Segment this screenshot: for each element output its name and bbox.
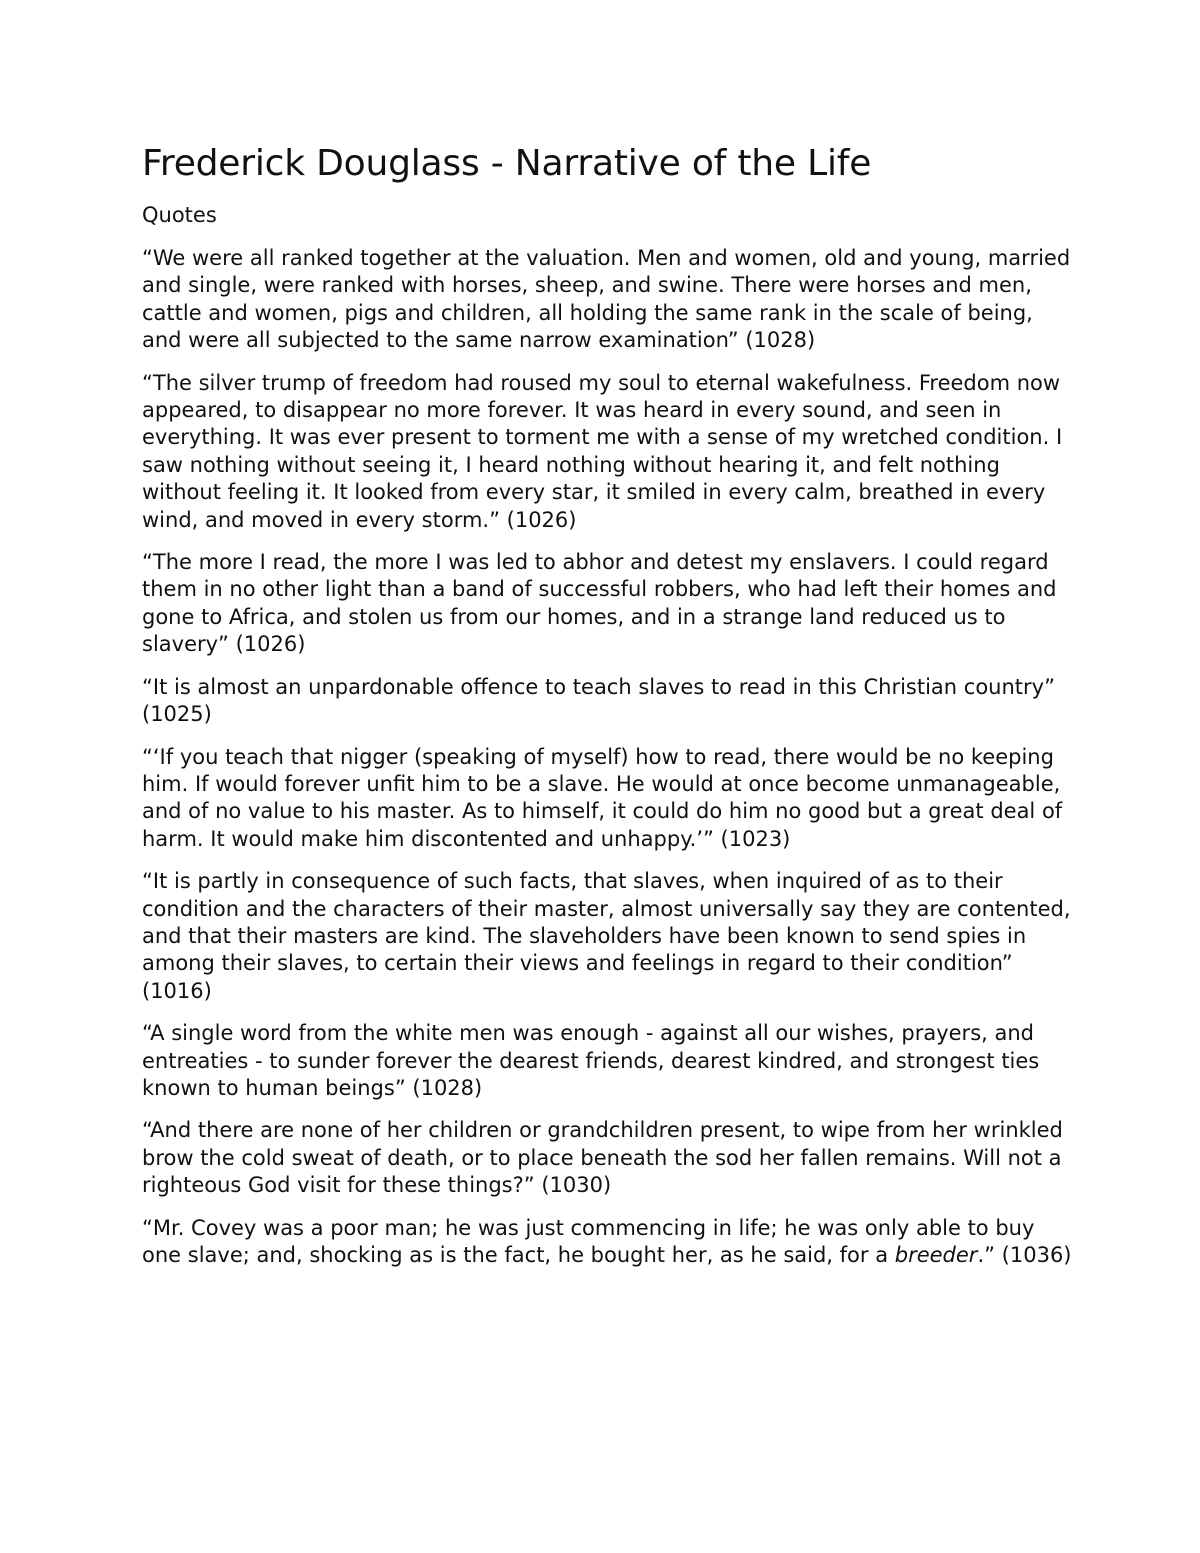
page-citation: (1028) (738, 328, 816, 353)
quote-text-end: .” (977, 1243, 995, 1267)
quote-text: “We were all ranked together at the valuation. Men and women, old and young, married and single, were ranked with horses, sheep, and swine. There were horses and men, cattle and women, pigs and children, all holding the same rank in the scale of being, and were all subjected to the same narrow examination” (142, 246, 1071, 353)
quote-text: “‘If you teach that nigger (speaking of myself) how to read, there would be no keeping him. If would forever unfit him to be a slave. He would at once become unmanageable, and of no value to his master. As to himself, it could do him no good but a great deal of harm. It would make him discontented and unhappy.’” (142, 744, 1063, 851)
quote-text: “Mr. Covey was a poor man; he was just commencing in life; he was only able to buy one slave; and, shocking as is the fact, he bought her, as he said, for a (142, 1215, 1035, 1267)
quote-text: “The silver trump of freedom had roused my soul to eternal wakefulness. Freedom now appeared, to disappear no more forever. It was heard in every sound, and seen in everything. It was ever present to torment me with a sense of my wretched condition. I saw nothing without seeing it, I heard nothing without hearing it, and felt nothing without feeling it. It looked from every star, it smiled in every calm, breathed in every wind, and moved in every storm.” (142, 370, 1063, 532)
quote-text: “And there are none of her children or grandchildren present, to wipe from her wrinkled brow the cold sweat of death, or to place beneath the sod her fallen remains. Will not a righteous God visit for these things?” (142, 1118, 1063, 1198)
page-citation: (1026) (228, 632, 306, 657)
section-heading-quotes: Quotes (142, 203, 217, 227)
quote-paragraph (142, 245, 1072, 355)
quote-paragraph (142, 868, 1072, 1005)
page-citation: (1025) (142, 702, 212, 727)
page-citation: (1030) (534, 1173, 612, 1198)
page-citation: (1036) (995, 1243, 1072, 1267)
quote-text: “A single word from the white men was enough - against all our wishes, prayers, and entreaties - to sunder forever the dearest friends, dearest kindred, and strongest ties known to human beings” (142, 1021, 1040, 1100)
quote-paragraph (142, 549, 1072, 659)
page-citation: (1026) (499, 507, 577, 532)
quote-text: “It is almost an unpardonable offence to teach slaves to read in this Christian country” (142, 674, 1055, 699)
page-citation: (1028) (405, 1075, 483, 1100)
document-page (142, 142, 1072, 1284)
document-title: Frederick Douglass - Narrative of the Life (142, 143, 872, 184)
page-citation: (1016) (142, 978, 212, 1003)
quote-paragraph (142, 1215, 1072, 1270)
quote-text: “It is partly in consequence of such facts, that slaves, when inquired of as to their condition and the characters of their master, almost universally say they are contented, and that their masters are kind. The slaveholders have been known to send spies in among their slaves, to certain their views and feelings in regard to their condition” (142, 869, 1071, 976)
quote-paragraph (142, 1020, 1072, 1102)
quote-paragraph (142, 674, 1072, 729)
quote-paragraph (142, 370, 1072, 534)
page-citation: (1023) (713, 826, 791, 851)
quote-text: “The more I read, the more I was led to abhor and detest my enslavers. I could regard them in no other light than a band of successful robbers, who had left their homes and gone to Africa, and stolen us from our homes, and in a strange land reduced us to slavery” (142, 550, 1057, 657)
emphasized-word: breeder (894, 1243, 978, 1267)
quote-paragraph (142, 1117, 1072, 1199)
quote-paragraph (142, 744, 1072, 854)
